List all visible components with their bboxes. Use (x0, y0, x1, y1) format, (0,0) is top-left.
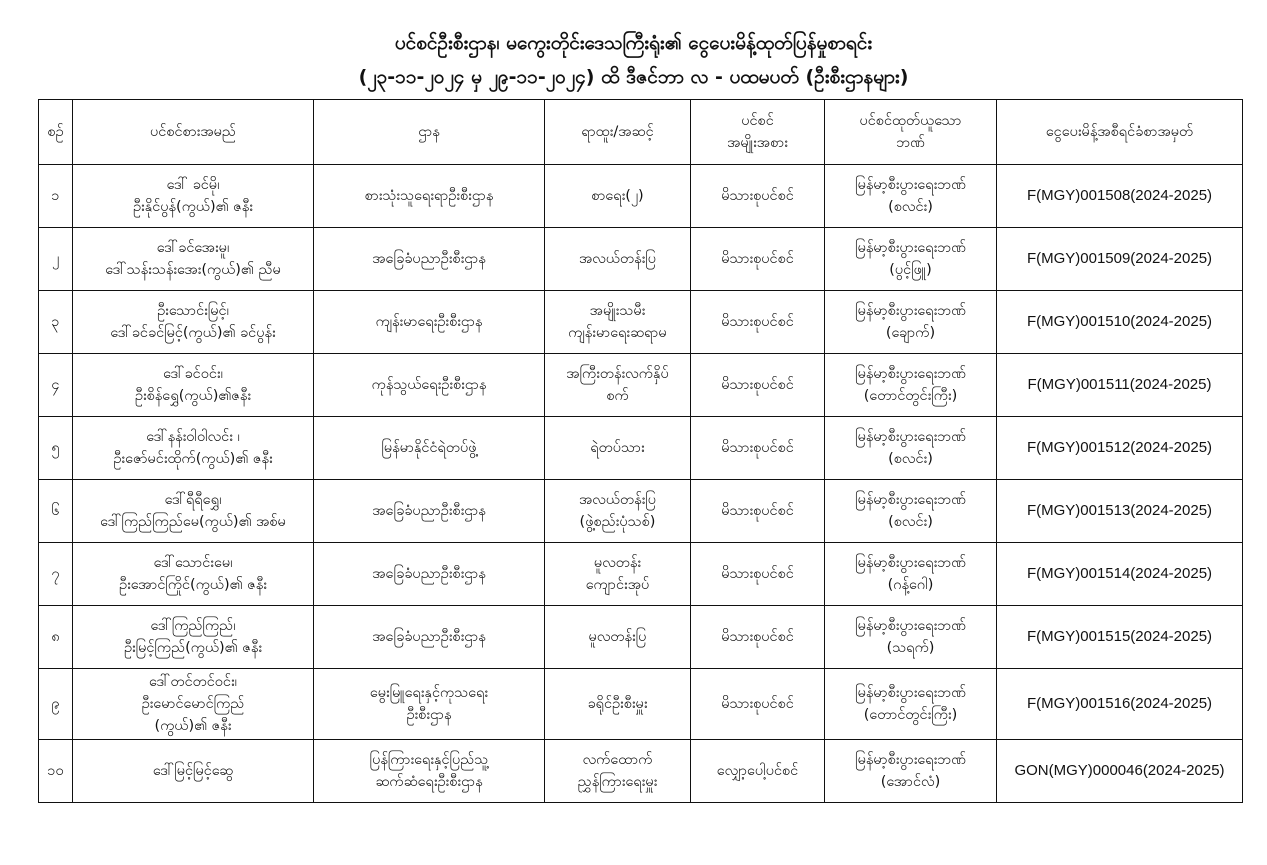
cell-text: (တောင်တွင်းကြီး) (863, 707, 958, 723)
cell-serial-no (39, 417, 73, 480)
cell-pensioner-name (73, 669, 314, 740)
cell-serial-no (39, 480, 73, 543)
cell-text: ဒေါ်ရီရီရွှေ၊ (164, 492, 222, 508)
cell-text: ဒေါ်မြင့်မြင့်ဆွေ (152, 763, 234, 779)
cell-bank (825, 165, 997, 228)
cell-text: ဒေါ်ခင်အေးမူ၊ (156, 240, 230, 256)
cell-pensioner-name (73, 291, 314, 354)
header-text: ပင်စင်ထုတ်ယူသော (859, 113, 962, 129)
cell-serial-no (39, 165, 73, 228)
cell-bank (825, 606, 997, 669)
cell-rank (545, 291, 691, 354)
cell-text: F(MGY)001516(2024-2025) (1026, 695, 1213, 712)
cell-serial-no (39, 291, 73, 354)
cell-text: အကြီးတန်းလက်နှိပ် (566, 366, 669, 382)
cell-text: F(MGY)001508(2024-2025) (1026, 187, 1213, 204)
cell-text: မိသားစုပင်စင် (721, 188, 794, 204)
header-text: ပင်စင် (741, 113, 774, 129)
cell-pension-type (691, 669, 825, 740)
cell-bank (825, 417, 997, 480)
cell-pension-type (691, 606, 825, 669)
header-department (314, 100, 545, 165)
cell-serial-no (39, 606, 73, 669)
header-text: ရာထူး/အဆင့် (581, 124, 654, 140)
cell-rank (545, 543, 691, 606)
cell-department (314, 480, 545, 543)
cell-text: ၅ (51, 440, 60, 456)
cell-text: ၁၀ (47, 763, 64, 779)
cell-text: အခြေခံပညာဦးစီးဌာန (372, 566, 486, 582)
header-name (73, 100, 314, 165)
cell-text: မိသားစုပင်စင် (721, 377, 794, 393)
cell-bank (825, 291, 997, 354)
cell-text: အလယ်တန်းပြ (579, 251, 656, 267)
table-row (39, 543, 1243, 606)
cell-rank (545, 669, 691, 740)
cell-order-number (997, 165, 1243, 228)
cell-department (314, 543, 545, 606)
cell-text: ဒေါ်နန်းဝါဝါလင်း ၊ (146, 429, 240, 445)
cell-text: ကျန်းမာရေးဆရာမ (568, 325, 667, 341)
cell-text: (ဂန့်ဂေါ) (887, 577, 934, 593)
cell-order-number (997, 606, 1243, 669)
cell-text: စားသုံးသူရေးရာဦးစီးဌာန (364, 188, 494, 204)
cell-text: ဒေါ်ခင်ခင်မြင့်(ကွယ်)၏ ခင်ပွန်း (110, 325, 276, 341)
cell-text: မြန်မာ့စီးပွားရေးဘဏ် (855, 618, 966, 634)
title-line-1: ပင်စင်ဦးစီးဌာန၊ မကွေးတိုင်းဒေသကြီးရုံး၏ ငွေပေးမိန့်ထုတ်ပြန်မှုစာရင်း (394, 32, 873, 54)
cell-text: ၂ (51, 251, 60, 267)
header-order-number (997, 100, 1243, 165)
cell-pensioner-name (73, 417, 314, 480)
cell-department (314, 354, 545, 417)
cell-text: ဒေါ်ကြည်ကြည်မေ(ကွယ်)၏ အစ်မ (100, 514, 286, 530)
cell-text: F(MGY)001512(2024-2025) (1026, 439, 1213, 456)
table-row (39, 606, 1243, 669)
cell-text: ဒေါ်တင်တင်ဝင်း၊ (149, 674, 237, 690)
cell-text: ဦးစီးဌာန (406, 707, 452, 723)
cell-text: (စလင်း) (888, 451, 933, 467)
cell-department (314, 291, 545, 354)
cell-department (314, 740, 545, 803)
header-text: အမျိုးအစား (727, 135, 788, 151)
cell-text: မြန်မာ့စီးပွားရေးဘဏ် (855, 177, 966, 193)
cell-bank (825, 354, 997, 417)
cell-serial-no (39, 228, 73, 291)
cell-serial-no (39, 543, 73, 606)
header-text: စဉ် (47, 124, 64, 140)
cell-text: ရဲတပ်သား (590, 440, 645, 456)
cell-text: F(MGY)001514(2024-2025) (1026, 565, 1213, 582)
cell-text: ခရိုင်ဦးစီးမှူး (587, 696, 648, 712)
cell-text: စက် (606, 388, 629, 404)
cell-text: ဦးသောင်းမြင့်၊ (157, 303, 229, 319)
cell-text: မြန်မာ့စီးပွားရေးဘဏ် (855, 752, 966, 768)
cell-text: မြန်မာ့စီးပွားရေးဘဏ် (855, 240, 966, 256)
cell-text: ဦးဇော်မင်းထိုက်(ကွယ်)၏ ဇနီး (113, 451, 273, 467)
cell-text: (ပွင့်ဖြူ) (889, 262, 932, 278)
cell-pension-type (691, 228, 825, 291)
cell-text: ၁ (51, 188, 60, 204)
cell-text: (စလင်း) (888, 199, 933, 215)
cell-text: ဒေါ် ခင်မို၊ (166, 177, 220, 193)
cell-text: ကျန်းမာရေးဦးစီးဌာန (375, 314, 483, 330)
cell-order-number (997, 669, 1243, 740)
cell-text: စာရေး(၂) (591, 188, 644, 204)
cell-text: ဦးအောင်ကြိုင်(ကွယ်)၏ ဇနီး (119, 577, 267, 593)
cell-text: ၄ (51, 377, 60, 393)
cell-order-number (997, 291, 1243, 354)
cell-text: မူလတန်း (593, 555, 642, 571)
cell-rank (545, 354, 691, 417)
cell-text: မိသားစုပင်စင် (721, 503, 794, 519)
cell-text: ၉ (51, 696, 60, 712)
header-bank (825, 100, 997, 165)
cell-text: ဦးမောင်မောင်ကြည် (141, 696, 245, 712)
header-pension-type (691, 100, 825, 165)
cell-text: မြန်မာနိုင်ငံရဲတပ်ဖွဲ့ (381, 440, 477, 456)
table-row (39, 291, 1243, 354)
cell-text: F(MGY)001510(2024-2025) (1026, 313, 1213, 330)
table-row (39, 228, 1243, 291)
cell-pensioner-name (73, 606, 314, 669)
payment-order-table (38, 99, 1243, 803)
title-line-2: (၂၃-၁၁-၂၀၂၄ မှ ၂၉-၁၁-၂၀၂၄) ထိ ဒီဇင်ဘာ လ - ပထမပတ် (ဦးစီးဌာနများ) (358, 66, 909, 88)
cell-text: F(MGY)001511(2024-2025) (1027, 376, 1212, 393)
cell-text: ကုန်သွယ်ရေးဦးစီးဌာန (371, 377, 487, 393)
cell-text: F(MGY)001513(2024-2025) (1026, 502, 1213, 519)
cell-text: မြန်မာ့စီးပွားရေးဘဏ် (855, 685, 966, 701)
cell-text: မြန်မာ့စီးပွားရေးဘဏ် (855, 303, 966, 319)
cell-text: ဒေါ်သန်းသန်းအေး(ကွယ်)၏ ညီမ (105, 262, 281, 278)
cell-text: လက်ထောက် (582, 752, 653, 768)
cell-pension-type (691, 417, 825, 480)
cell-order-number (997, 228, 1243, 291)
cell-text: မွေးမြူရေးနှင့်ကုသရေး (369, 685, 489, 701)
cell-text: ကျောင်းအုပ် (585, 577, 650, 593)
table-row (39, 354, 1243, 417)
cell-text: အလယ်တန်းပြ (579, 492, 656, 508)
cell-rank (545, 606, 691, 669)
document-title (0, 0, 1267, 94)
cell-text: ၃ (51, 314, 60, 330)
cell-text: မိသားစုပင်စင် (721, 440, 794, 456)
cell-order-number (997, 740, 1243, 803)
cell-order-number (997, 480, 1243, 543)
cell-pensioner-name (73, 165, 314, 228)
cell-text: အခြေခံပညာဦးစီးဌာန (372, 629, 486, 645)
cell-text: (စလင်း) (888, 514, 933, 530)
cell-rank (545, 480, 691, 543)
cell-rank (545, 228, 691, 291)
cell-text: ဦးစိန်ရွှေ(ကွယ်)၏ဇနီး (134, 388, 252, 404)
cell-serial-no (39, 740, 73, 803)
cell-pension-type (691, 740, 825, 803)
cell-text: ၈ (51, 629, 60, 645)
cell-text: (အောင်လံ) (880, 774, 941, 790)
cell-department (314, 165, 545, 228)
cell-text: မြန်မာ့စီးပွားရေးဘဏ် (855, 555, 966, 571)
cell-pension-type (691, 291, 825, 354)
cell-rank (545, 417, 691, 480)
cell-text: မိသားစုပင်စင် (721, 251, 794, 267)
cell-text: GON(MGY)000046(2024-2025) (1014, 762, 1225, 779)
cell-text: မြန်မာ့စီးပွားရေးဘဏ် (855, 492, 966, 508)
cell-bank (825, 228, 997, 291)
cell-text: မိသားစုပင်စင် (721, 314, 794, 330)
table-row (39, 480, 1243, 543)
cell-text: မိသားစုပင်စင် (721, 629, 794, 645)
cell-department (314, 606, 545, 669)
cell-text: အခြေခံပညာဦးစီးဌာန (372, 251, 486, 267)
cell-text: (သရက်) (886, 640, 935, 656)
table-row (39, 740, 1243, 803)
cell-serial-no (39, 354, 73, 417)
cell-text: F(MGY)001509(2024-2025) (1026, 250, 1213, 267)
header-no (39, 100, 73, 165)
cell-department (314, 228, 545, 291)
cell-text: ဒေါ်ကြည်ကြည်၊ (150, 618, 236, 634)
cell-text: ဒေါ်သောင်းမေ၊ (153, 555, 233, 571)
cell-text: (တောင်တွင်းကြီး) (863, 388, 958, 404)
cell-serial-no (39, 669, 73, 740)
table-body (39, 165, 1243, 803)
cell-text: (ချောက်) (885, 325, 936, 341)
table-row (39, 417, 1243, 480)
cell-text: ဦးနိုင်ပွန်(ကွယ်)၏ ဇနီး (133, 199, 253, 215)
cell-department (314, 669, 545, 740)
table-header-row (39, 100, 1243, 165)
cell-text: မိသားစုပင်စင် (721, 566, 794, 582)
cell-pension-type (691, 543, 825, 606)
cell-text: အခြေခံပညာဦးစီးဌာန (372, 503, 486, 519)
cell-pension-type (691, 165, 825, 228)
cell-text: ဦးမြင့်ကြည်(ကွယ်)၏ ဇနီး (123, 640, 263, 656)
table-row (39, 165, 1243, 228)
cell-pensioner-name (73, 740, 314, 803)
cell-bank (825, 480, 997, 543)
header-text: ပင်စင်စားအမည် (150, 124, 236, 140)
cell-pensioner-name (73, 480, 314, 543)
cell-order-number (997, 543, 1243, 606)
cell-text: ဒေါ်ခင်ဝင်း၊ (163, 366, 223, 382)
header-text: ဌာန (418, 124, 440, 140)
cell-text: မိသားစုပင်စင် (721, 696, 794, 712)
cell-order-number (997, 354, 1243, 417)
cell-text: မြန်မာ့စီးပွားရေးဘဏ် (855, 429, 966, 445)
cell-text: လျှော့ပေါ့ပင်စင် (716, 763, 799, 779)
cell-department (314, 417, 545, 480)
cell-text: မူလတန်းပြ (588, 629, 647, 645)
cell-text: ဆက်ဆံရေးဦးစီးဌာန (375, 774, 483, 790)
cell-text: F(MGY)001515(2024-2025) (1026, 628, 1213, 645)
cell-text: (ကွယ်)၏ ဇနီး (154, 718, 232, 734)
header-text: ဘဏ် (896, 135, 925, 151)
cell-text: ၆ (51, 503, 60, 519)
cell-bank (825, 740, 997, 803)
header-rank (545, 100, 691, 165)
cell-pensioner-name (73, 543, 314, 606)
table-row (39, 669, 1243, 740)
cell-bank (825, 669, 997, 740)
cell-text: ၇ (51, 566, 60, 582)
cell-rank (545, 740, 691, 803)
cell-pensioner-name (73, 228, 314, 291)
cell-pension-type (691, 354, 825, 417)
cell-text: (ဖွဲ့စည်းပုံသစ်) (579, 514, 656, 530)
cell-pensioner-name (73, 354, 314, 417)
cell-pension-type (691, 480, 825, 543)
cell-rank (545, 165, 691, 228)
header-text: ငွေပေးမိန့်အစီရင်ခံစာအမှတ် (1045, 124, 1194, 140)
cell-text: မြန်မာ့စီးပွားရေးဘဏ် (855, 366, 966, 382)
cell-bank (825, 543, 997, 606)
cell-order-number (997, 417, 1243, 480)
cell-text: ညွှန်ကြားရေးမှူး (577, 774, 658, 790)
cell-text: အမျိုးသမီး (589, 303, 646, 319)
cell-text: ပြန်ကြားရေးနှင့်ပြည်သူ့ (369, 752, 489, 768)
